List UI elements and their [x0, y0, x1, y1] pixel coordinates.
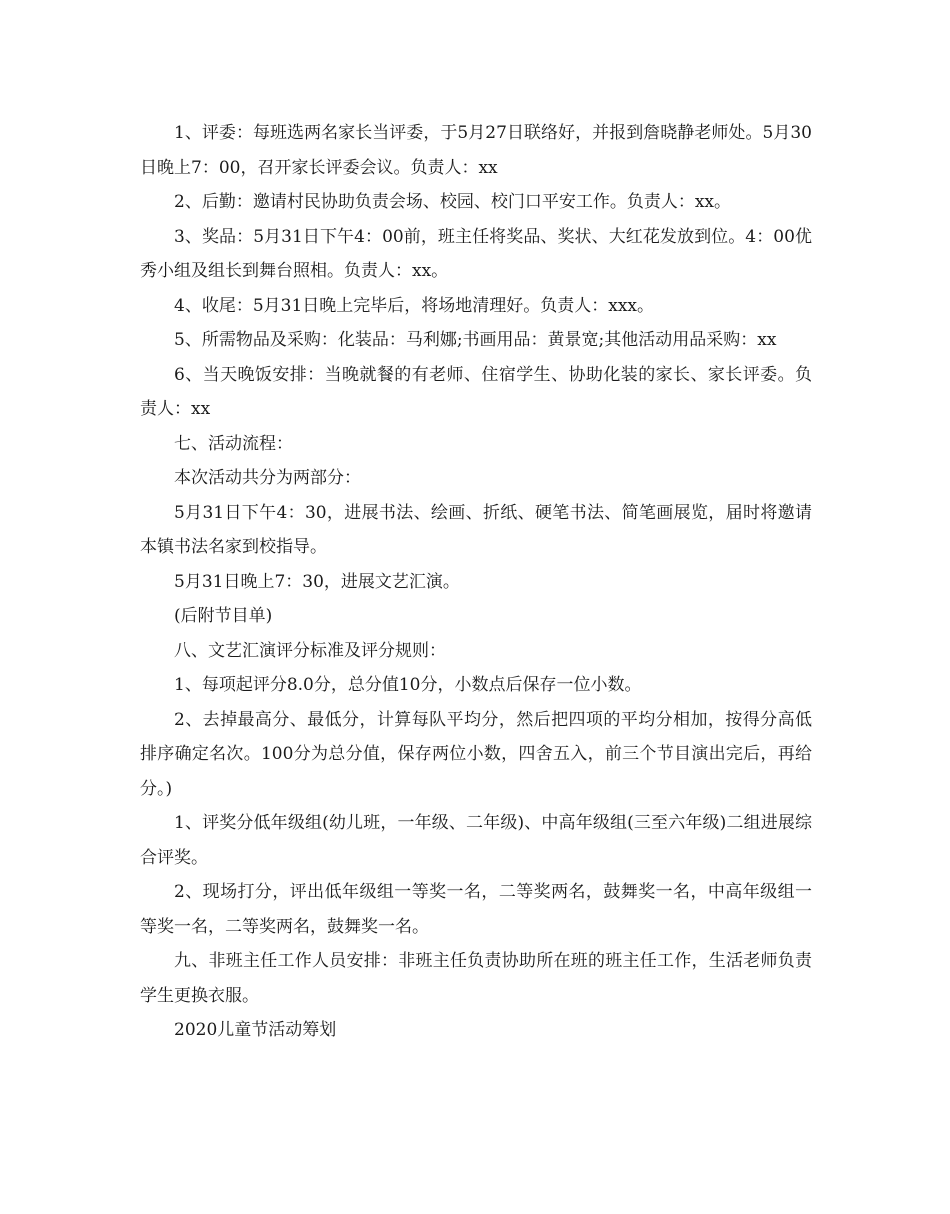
paragraph-judges: 1、评委：每班选两名家长当评委，于5月27日联络好，并报到詹晓静老师处。5月30日晚上7：00，召开家长评委会议。负责人：xx: [140, 123, 812, 178]
heading-scoring-rules: 八、文艺汇演评分标准及评分规则：: [174, 640, 446, 661]
heading-activity-flow: 七、活动流程：: [174, 433, 293, 454]
paragraph-program-note: (后附节目单): [174, 606, 273, 626]
paragraph-prizes: 3、奖品：5月31日下午4：00前，班主任将奖品、奖状、大红花发放到位。4：00优秀小组及组长到舞台照相。负责人：xx。: [140, 226, 812, 281]
paragraph-exhibition: 5月31日下午4：30，进展书法、绘画、折纸、硬笔书法、简笔画展览，届时将邀请本镇书法名家到校指导。: [140, 502, 812, 557]
paragraph-staff-arrangement: 九、非班主任工作人员安排：非班主任负责协助所在班的班主任工作，生活老师负责学生更换衣服。: [140, 951, 812, 1006]
paragraph-score-calc: 2、去掉最高分、最低分，计算每队平均分，然后把四项的平均分相加，按得分高低排序确定名次。100分为总分值，保存两位小数，四舍五入，前三个节目演出完后，再给分。): [140, 709, 812, 799]
paragraph-supplies: 5、所需物品及采购：化装品：马利娜;书画用品：黄景宽;其他活动用品采购：xx: [174, 330, 777, 350]
paragraph-performance: 5月31日晚上7：30，进展文艺汇演。: [174, 571, 460, 592]
paragraph-award-list: 2、现场打分，评出低年级组一等奖一名，二等奖两名，鼓舞奖一名，中高年级组一等奖一名，二等奖两名，鼓舞奖一名。: [140, 882, 812, 937]
document-page: [140, 116, 812, 1048]
paragraph-two-parts: 本次活动共分为两部分：: [174, 468, 361, 488]
paragraph-cleanup: 4、收尾：5月31日晚上完毕后，将场地清理好。负责人：xxx。: [174, 295, 655, 316]
paragraph-logistics: 2、后勤：邀请村民协助负责会场、校园、校门口平安工作。负责人：xx。: [174, 192, 731, 212]
paragraph-award-groups: 1、评奖分低年级组(幼儿班，一年级、二年级)、中高年级组(三至六年级)二组进展综合评奖。: [140, 813, 812, 868]
paragraph-base-score: 1、每项起评分8.0分，总分值10分，小数点后保存一位小数。: [174, 675, 642, 695]
paragraph-dinner: 6、当天晚饭安排：当晚就餐的有老师、住宿学生、协助化装的家长、家长评委。负责人：xx: [140, 364, 812, 419]
paragraph-title-footer: 2020儿童节活动筹划: [174, 1020, 337, 1040]
